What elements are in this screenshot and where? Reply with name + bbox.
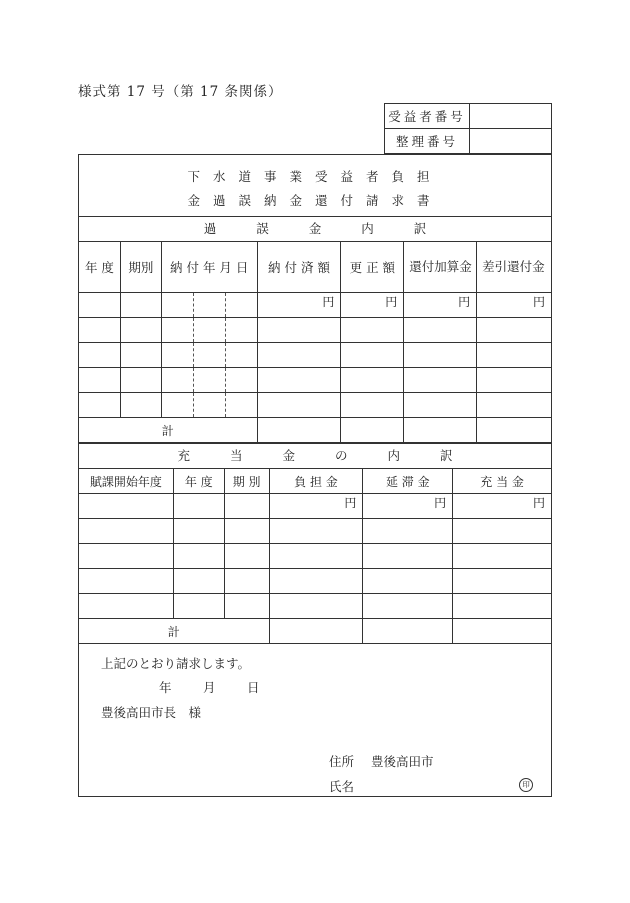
address-value[interactable]: 豊後高田市: [371, 754, 434, 769]
table-row: [79, 569, 552, 594]
reference-number-label: 整理番号: [385, 129, 470, 154]
table-row: [79, 393, 552, 418]
number-table: [384, 103, 552, 154]
col-installment: 期別: [120, 242, 161, 293]
table-row: [79, 368, 552, 393]
col-net-refund: 差引還付金: [477, 242, 552, 293]
date-year-label: 年: [159, 680, 172, 695]
col-late-fee: 延 滞 金: [363, 469, 453, 494]
total-row: [79, 619, 552, 644]
form-number-label: 様式第 17 号（第 17 条関係）: [78, 84, 283, 100]
col-installment: 期 別: [224, 469, 269, 494]
reference-number-field[interactable]: [470, 129, 552, 154]
col-paid-amount: 納 付 済 額: [257, 242, 341, 293]
seal-icon: 印: [519, 778, 533, 792]
form-title-line2: 金過誤納金還付請求書: [187, 193, 443, 208]
table-row: [79, 544, 552, 569]
total-row: [79, 418, 552, 443]
beneficiary-number-label: 受益者番号: [385, 104, 470, 129]
table-row: 円 円 円: [79, 494, 552, 519]
form-frame: [78, 154, 552, 797]
col-levy-start-year: 賦課開始年度: [79, 469, 174, 494]
date-month-label: 月: [203, 680, 216, 695]
table-header-row: [79, 242, 552, 293]
col-refund-addition: 還付加算金: [404, 242, 477, 293]
table-row: [79, 343, 552, 368]
date-day-label: 日: [247, 680, 260, 695]
col-charge: 負 担 金: [269, 469, 363, 494]
col-fiscal-year: 年 度: [173, 469, 224, 494]
table-row: [79, 318, 552, 343]
col-payment-date: 納 付 年 月 日: [161, 242, 257, 293]
addressee: 豊後高田市長 様: [101, 705, 202, 720]
total-label: 計: [79, 418, 258, 443]
address-label: 住所: [329, 754, 355, 769]
table-row: 円 円 円 円: [79, 293, 552, 318]
section2-heading: 充 当 金 の 内 訳: [79, 443, 551, 468]
col-fiscal-year: 年 度: [79, 242, 121, 293]
section1-heading: 過 誤 金 内 訳: [79, 216, 551, 241]
overpayment-table: [78, 241, 552, 443]
appropriation-table: [78, 468, 552, 644]
total-label: 計: [79, 619, 270, 644]
name-label: 氏名: [329, 779, 355, 794]
table-header-row: [79, 469, 552, 494]
beneficiary-number-field[interactable]: [470, 104, 552, 129]
col-appropriation: 充 当 金: [453, 469, 552, 494]
table-row: [79, 594, 552, 619]
form-title-line1: 下水道事業受益者負担: [187, 169, 443, 184]
request-statement: 上記のとおり請求します。: [101, 656, 251, 671]
table-row: [79, 519, 552, 544]
col-corrected-amount: 更 正 額: [341, 242, 404, 293]
